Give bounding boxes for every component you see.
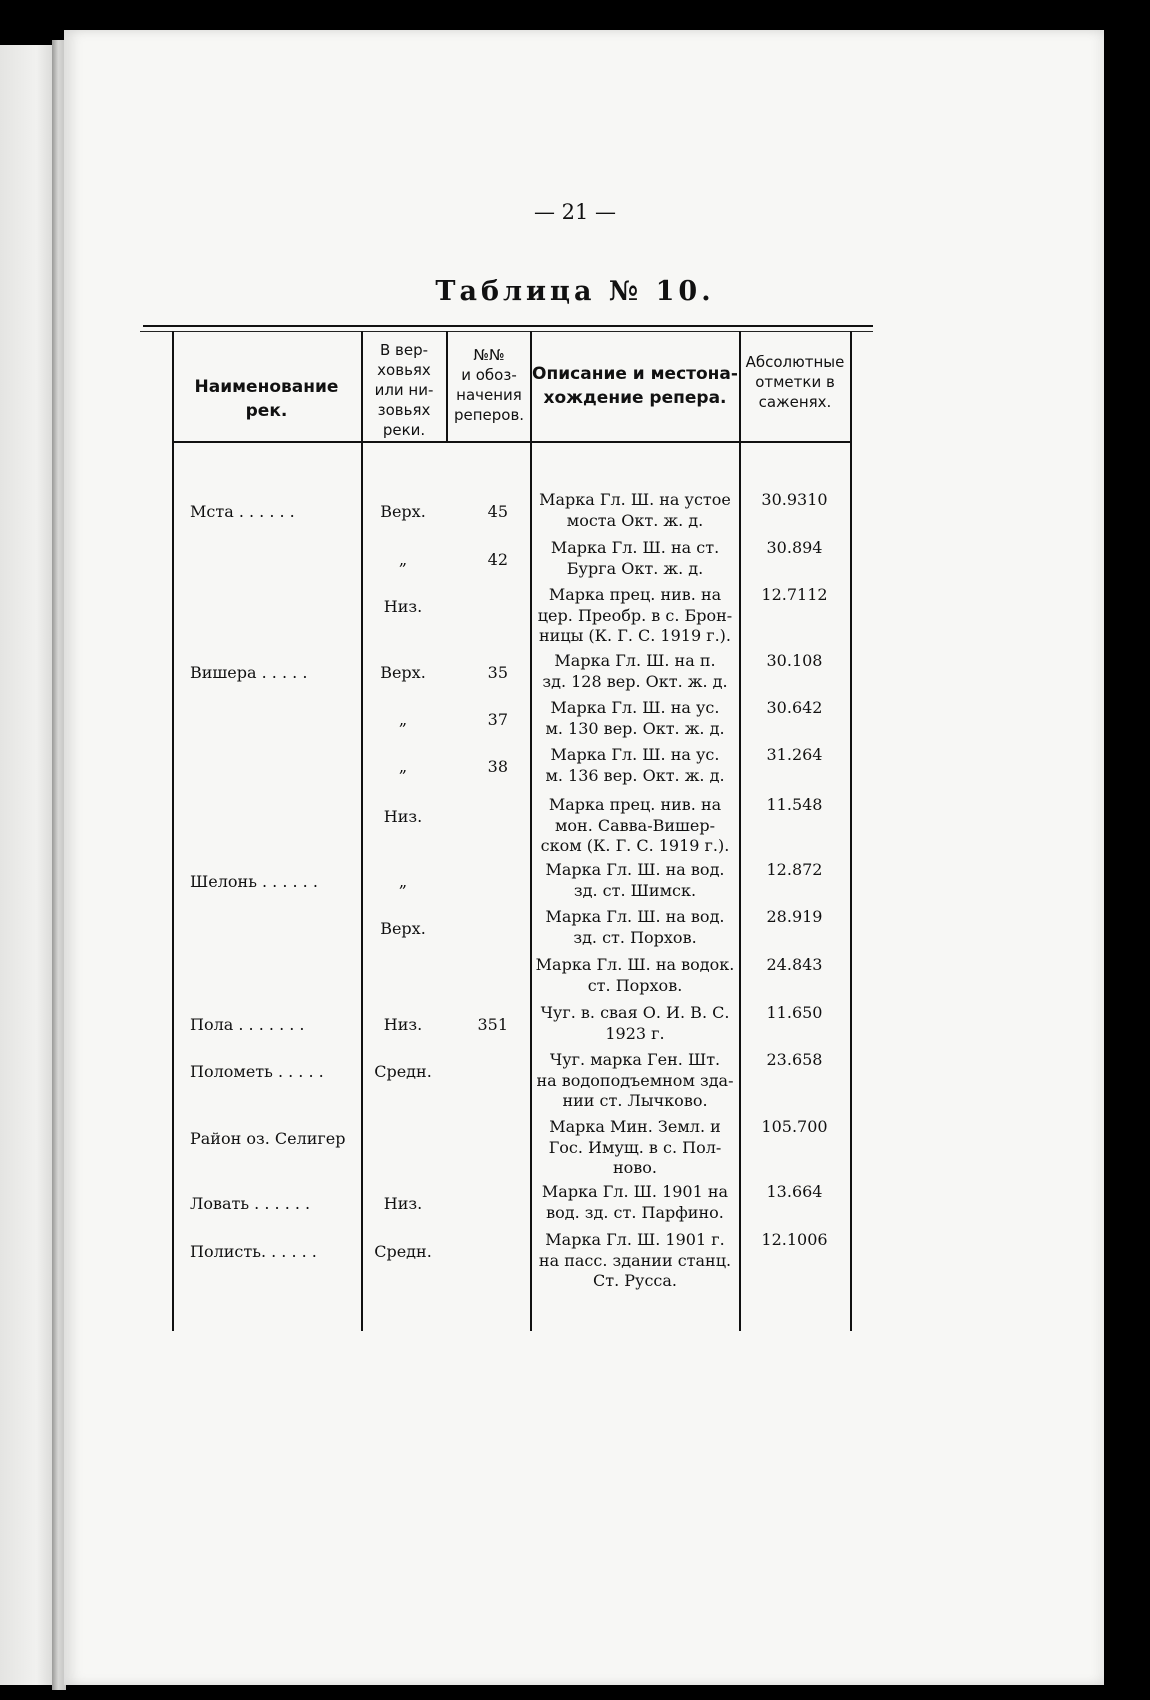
benchmark-number-cell: 351 bbox=[477, 1015, 508, 1034]
river-name-cell: Полисть. . . . . . bbox=[190, 1242, 317, 1261]
table-top-rule bbox=[143, 325, 873, 327]
benchmark-description-cell: Марка Гл. Ш. на вод. зд. ст. Шимск. bbox=[545, 860, 725, 900]
benchmark-number-cell: 37 bbox=[487, 710, 508, 729]
column-divider-1 bbox=[361, 331, 363, 1331]
benchmark-number-cell: 35 bbox=[487, 663, 508, 682]
benchmark-number-cell: 42 bbox=[487, 550, 508, 569]
benchmark-description-cell: Марка Гл. Ш. на ус. м. 130 вер. Окт. ж. д. bbox=[545, 698, 725, 738]
altitude-cell: 30.108 bbox=[766, 651, 823, 670]
course-cell: Верх. bbox=[380, 502, 426, 521]
benchmark-description-cell: Чуг. в. свая О. И. В. С. 1923 г. bbox=[540, 1003, 730, 1043]
course-cell: Верх. bbox=[380, 919, 426, 938]
page-number: — 21 — bbox=[533, 200, 617, 224]
benchmark-description-cell: Марка Гл. Ш. на устое моста Окт. ж. д. bbox=[539, 490, 731, 530]
table-border-left bbox=[172, 331, 174, 1331]
course-cell: Средн. bbox=[374, 1242, 432, 1261]
altitude-cell: 30.9310 bbox=[761, 490, 828, 509]
river-name-cell: Ловать . . . . . . bbox=[190, 1194, 311, 1213]
course-cell: „ bbox=[398, 550, 408, 569]
course-cell: Низ. bbox=[383, 1015, 423, 1034]
course-cell: „ bbox=[398, 872, 408, 891]
altitude-cell: 12.872 bbox=[766, 860, 823, 879]
course-cell: Верх. bbox=[380, 663, 426, 682]
altitude-cell: 12.7112 bbox=[761, 585, 828, 604]
altitude-cell: 30.894 bbox=[766, 538, 823, 557]
course-cell: Низ. bbox=[383, 807, 423, 826]
benchmark-description-cell: Марка Гл. Ш. на водок. ст. Порхов. bbox=[535, 955, 735, 995]
benchmark-description-cell: Марка Гл. Ш. на ус. м. 136 вер. Окт. ж. д. bbox=[545, 745, 725, 785]
table-top-rule-thin bbox=[140, 331, 873, 332]
header-altitude: Абсолютные отметки в саженях. bbox=[745, 353, 845, 411]
benchmark-description-cell: Марка Гл. Ш. на ст. Бурга Окт. ж. д. bbox=[550, 538, 720, 578]
altitude-cell: 11.650 bbox=[766, 1003, 823, 1022]
benchmark-description-cell: Чуг. марка Ген. Шт. на водоподъемном зда- нии ст. Лычково. bbox=[536, 1050, 734, 1110]
altitude-cell: 13.664 bbox=[766, 1182, 823, 1201]
river-name-cell: Мста . . . . . . bbox=[190, 502, 295, 521]
benchmark-description-cell: Марка Гл. Ш. 1901 на вод. зд. ст. Парфино. bbox=[541, 1182, 729, 1222]
benchmark-number-cell: 38 bbox=[487, 757, 508, 776]
benchmark-description-cell: Марка прец. нив. на мон. Савва-Вишер- ском (К. Г. С. 1919 г.). bbox=[540, 795, 730, 855]
river-name-cell: Шелонь . . . . . . bbox=[190, 872, 318, 891]
altitude-cell: 30.642 bbox=[766, 698, 823, 717]
header-benchmark-number: №№ и обоз- начения реперов. bbox=[453, 346, 525, 424]
river-name-cell: Вишера . . . . . bbox=[190, 663, 308, 682]
course-cell: Низ. bbox=[383, 1194, 423, 1213]
altitude-cell: 12.1006 bbox=[761, 1230, 828, 1249]
river-name-cell: Пола . . . . . . . bbox=[190, 1015, 305, 1034]
course-cell: „ bbox=[398, 757, 408, 776]
altitude-cell: 28.919 bbox=[766, 907, 823, 926]
benchmark-description-cell: Марка Гл. Ш. на п. зд. 128 вер. Окт. ж. д. bbox=[542, 651, 728, 691]
table-border-right bbox=[850, 331, 852, 1331]
column-divider-4 bbox=[739, 331, 741, 1331]
header-description: Описание и местона- хождение репера. bbox=[532, 364, 738, 408]
column-divider-3 bbox=[530, 331, 532, 1331]
altitude-cell: 105.700 bbox=[761, 1117, 828, 1136]
river-name-cell: Район оз. Селигер bbox=[190, 1129, 346, 1148]
benchmark-number-cell: 45 bbox=[487, 502, 508, 521]
header-course: В вер- ховьях или ни- зовьях реки. bbox=[374, 341, 434, 439]
benchmark-description-cell: Марка Гл. Ш. 1901 г. на пасс. здании станц. Ст. Русса. bbox=[538, 1230, 732, 1290]
altitude-cell: 11.548 bbox=[766, 795, 823, 814]
header-river-name: Наименование рек. bbox=[194, 377, 339, 421]
course-cell: Низ. bbox=[383, 597, 423, 616]
course-cell: Средн. bbox=[374, 1062, 432, 1081]
altitude-cell: 24.843 bbox=[766, 955, 823, 974]
benchmark-description-cell: Марка Гл. Ш. на вод. зд. ст. Порхов. bbox=[545, 907, 725, 947]
course-cell: „ bbox=[398, 710, 408, 729]
altitude-cell: 31.264 bbox=[766, 745, 823, 764]
benchmark-description-cell: Марка прец. нив. на цер. Преобр. в с. Брон- ницы (К. Г. С. 1919 г.). bbox=[537, 585, 733, 645]
river-name-cell: Полометь . . . . . bbox=[190, 1062, 324, 1081]
benchmark-description-cell: Марка Мин. Земл. и Гос. Имущ. в с. Пол- ново. bbox=[548, 1117, 722, 1177]
altitude-cell: 23.658 bbox=[766, 1050, 823, 1069]
header-bottom-rule bbox=[172, 441, 850, 443]
table-title: Таблица № 10. bbox=[435, 276, 715, 307]
